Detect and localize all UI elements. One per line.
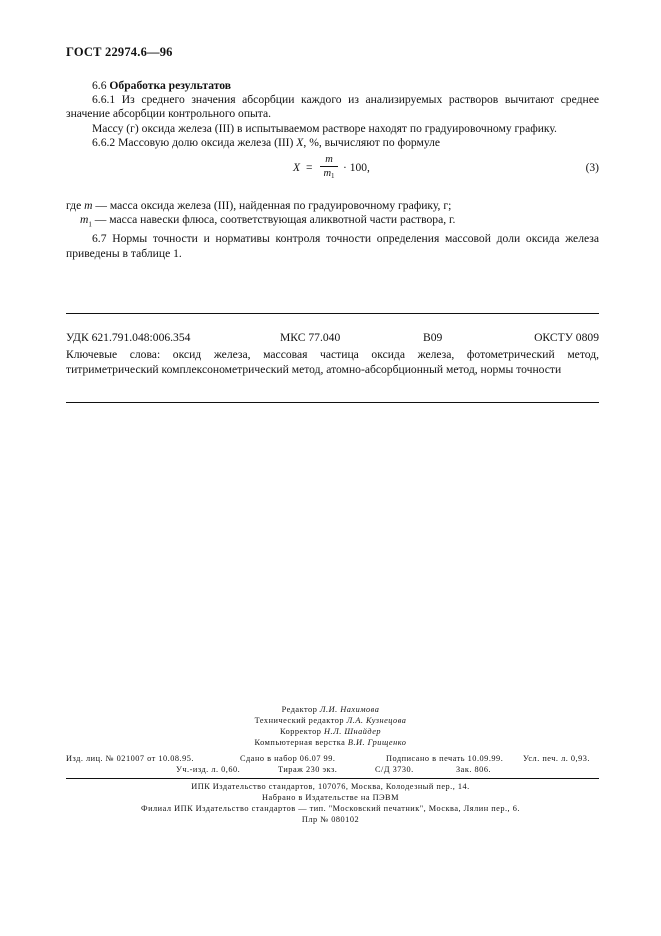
- credits-block: [0, 704, 661, 748]
- formula-3: [293, 156, 433, 184]
- paragraph-text: Массовую долю оксида железа (III): [118, 136, 297, 150]
- formula-equals: =: [306, 162, 313, 174]
- divider-bottom: [66, 402, 599, 403]
- credit-layout: Компьютерная верстка В.И. Грищенко: [254, 738, 407, 747]
- fraction-numerator: m: [325, 154, 333, 165]
- paragraph-6-6-1: [66, 93, 599, 151]
- publisher-line-3: Филиал ИПК Издательство стандартов — тип. "Московский печатник", Москва, Лялин пер., 6.: [141, 804, 520, 813]
- section-number: 6.6: [92, 79, 107, 92]
- credit-corrector: Корректор Н.Л. Шнайдер: [279, 727, 382, 736]
- publisher-line-1: ИПК Издательство стандартов, 107076, Москва, Колодезный пер., 14.: [191, 782, 470, 791]
- divider-top: [66, 313, 599, 314]
- formula-fraction: [319, 153, 339, 183]
- fraction-denominator: $m_1$: [323, 168, 335, 180]
- keywords: Ключевые слова: оксид железа, массовая частица оксида железа, фотометрический метод, титриметрический комплексонометрический метод, атомно-абсорбционный метод, нормы точности: [66, 348, 599, 376]
- print-zak: Зак. 806.: [456, 765, 492, 774]
- credit-tech-editor: Технический редактор Л.А. Кузнецова: [254, 716, 407, 725]
- paragraph-6-7: 6.7 Нормы точности и нормативы контроля точности определения массовой доли оксида железа приведены в таблице 1.: [66, 232, 600, 260]
- print-tirazh: Тираж 230 экз.: [278, 765, 338, 774]
- paragraph-text: Из среднего значения абсорбции каждого из анализируемых растворов вычитают среднее значение абсорбции контрольного опыта.: [66, 93, 599, 121]
- print-license: Изд. лиц. № 021007 от 10.08.95.: [66, 754, 194, 763]
- paragraph-number: 6.6.1: [92, 93, 116, 106]
- category-code: В09: [423, 331, 443, 344]
- print-sd: С/Д 3730.: [375, 765, 414, 774]
- udk-code: УДК 621.791.048:006.354: [66, 331, 191, 344]
- section-title: Обработка результатов: [109, 79, 232, 92]
- mks-code: МКС 77.040: [280, 331, 341, 344]
- imprint-divider: [66, 778, 599, 779]
- variable-x: X: [296, 136, 304, 150]
- equation-number: (3): [585, 162, 599, 174]
- where-block: [66, 199, 599, 261]
- publisher-line-4: Плр № 080102: [301, 815, 360, 824]
- paragraph-number: 6.6.2: [92, 136, 116, 150]
- section-6-6-heading: [66, 79, 599, 93]
- credit-editor: Редактор Л.И. Нахимова: [281, 705, 380, 714]
- formula-lhs: X: [293, 162, 301, 174]
- print-sent: Сдано в набор 06.07 99.: [240, 754, 336, 763]
- print-signed: Подписано в печать 10.09.99.: [386, 754, 504, 763]
- paragraph-6-6-2: [66, 136, 599, 150]
- where-m: где m — масса оксида железа (III), найденная по градуировочному графику, г;: [66, 199, 452, 212]
- print-sheets: Усл. печ. л. 0,93.: [523, 754, 590, 763]
- okstu-code: ОКСТУ 0809: [534, 331, 599, 344]
- paragraph-text-end: , %, вычисляют по формуле: [303, 136, 441, 150]
- paragraph-mass: Массу (г) оксида железа (III) в испытываемом растворе находят по градуировочному графику.: [92, 121, 557, 135]
- formula-rhs: · 100,: [343, 162, 370, 174]
- publisher-line-2: Набрано в Издательстве на ПЭВМ: [262, 793, 399, 802]
- where-m1: $m_1$ — масса навески флюса, соответствующая аликвотной части раствора, г.: [80, 213, 456, 229]
- document-header: ГОСТ 22974.6—96: [66, 45, 173, 59]
- publisher-block: [0, 781, 661, 825]
- print-uchizd: Уч.-изд. л. 0,60.: [176, 765, 241, 774]
